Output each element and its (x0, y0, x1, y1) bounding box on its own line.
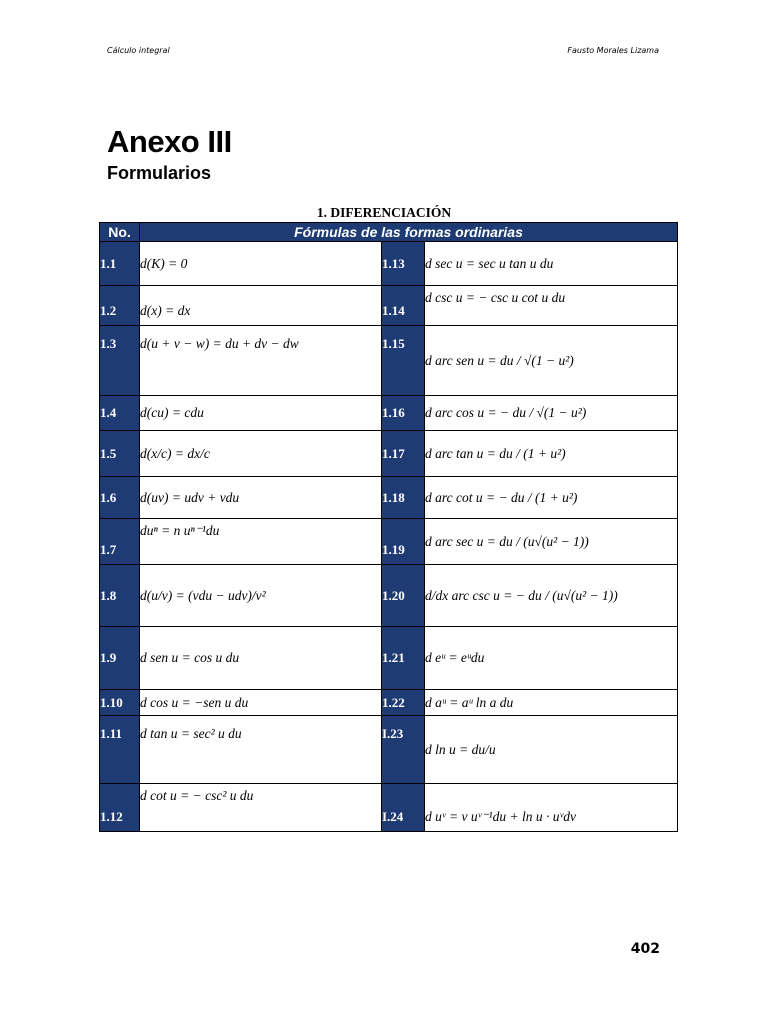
column-header-formulas: Fórmulas de las formas ordinarias (140, 223, 678, 242)
formula-cell (425, 431, 678, 477)
formula-text: d aᵘ = aᵘ ln a du (425, 694, 514, 710)
formula-text: d(x) = dx (140, 303, 191, 318)
formula-number: 1.15 (382, 326, 425, 396)
formula-text: d(cu) = cdu (140, 405, 204, 420)
formula-text: d sen u = cos u du (140, 650, 240, 665)
table-row (100, 326, 678, 396)
table-row (100, 396, 678, 431)
formula-cell (425, 477, 678, 519)
formula-cell (140, 627, 382, 690)
formula-number: 1.13 (382, 242, 425, 286)
formula-text: d csc u = − csc u cot u du (425, 290, 566, 305)
section-heading-text: 1. DIFERENCIACIÓN (316, 205, 452, 220)
formula-number: 1.2 (100, 286, 140, 326)
page-subtitle: Formularios (107, 163, 212, 183)
table-row (100, 286, 678, 326)
formula-number: 1.10 (100, 690, 140, 716)
formula-cell (425, 242, 678, 286)
formula-cell (140, 716, 382, 784)
formula-cell (140, 396, 382, 431)
formula-number: 1.22 (382, 690, 425, 716)
formula-number: 1.8 (100, 565, 140, 627)
formula-cell (140, 784, 382, 832)
table-row (100, 784, 678, 832)
table-row (100, 716, 678, 784)
formula-cell (425, 690, 678, 716)
formula-number: 1.17 (382, 431, 425, 477)
formula-number: 1.20 (382, 565, 425, 627)
table-row (100, 519, 678, 565)
formula-cell (425, 627, 678, 690)
page-title: Anexo III (107, 124, 232, 159)
formula-text: d tan u = sec² u du (140, 726, 242, 741)
formula-text: d uᵛ = v uᵛ⁻¹du + ln u · uᵛdv (425, 809, 576, 824)
table-row (100, 242, 678, 286)
formula-text: d(uv) = udv + vdu (140, 489, 240, 505)
formula-text: d(u/v) = (vdu − udv)/v² (140, 587, 266, 603)
formula-number: 1.19 (382, 519, 425, 565)
formula-cell (425, 565, 678, 627)
formula-number: 1.11 (100, 716, 140, 784)
formula-number: 1.16 (382, 396, 425, 431)
formula-text: duⁿ = n uⁿ⁻¹du (140, 523, 220, 538)
formula-cell (425, 326, 678, 396)
formula-number: 1.1 (100, 242, 140, 286)
page-number: 402 (630, 941, 660, 957)
formula-text: d(K) = 0 (140, 255, 188, 271)
formula-text: d cos u = −sen u du (140, 694, 249, 710)
section-heading (0, 205, 768, 221)
table-row (100, 690, 678, 716)
formula-text: d sec u = sec u tan u du (425, 255, 554, 271)
formula-number: 1.18 (382, 477, 425, 519)
table-header-row (100, 223, 678, 242)
formula-cell (140, 519, 382, 565)
table-row (100, 477, 678, 519)
running-header-right: Fausto Morales Lizama (567, 46, 659, 55)
formula-cell (140, 326, 382, 396)
formula-cell (425, 519, 678, 565)
table-row (100, 627, 678, 690)
formula-number: 1.3 (100, 326, 140, 396)
formula-text: d eᵘ = eᵘdu (425, 650, 485, 665)
formula-cell (140, 565, 382, 627)
formula-number: 1.4 (100, 396, 140, 431)
formula-text: d cot u = − csc² u du (140, 788, 254, 803)
running-header-left: Cálculo integral (107, 46, 170, 55)
formula-number: I.23 (382, 716, 425, 784)
formula-text: d(x/c) = dx/c (140, 445, 210, 461)
formula-cell (140, 690, 382, 716)
formula-text: d arc cos u = − du / √(1 − u²) (425, 405, 587, 420)
formula-cell (425, 784, 678, 832)
formula-text: d arc tan u = du / (1 + u²) (425, 445, 566, 461)
formula-number: 1.12 (100, 784, 140, 832)
table-row (100, 565, 678, 627)
formula-text: d(u + v − w) = du + dv − dw (140, 336, 299, 351)
formula-number: 1.5 (100, 431, 140, 477)
formula-number: 1.7 (100, 519, 140, 565)
table-row (100, 431, 678, 477)
formula-text: d arc sen u = du / √(1 − u²) (425, 352, 574, 368)
formula-number: 1.21 (382, 627, 425, 690)
formula-number: I.24 (382, 784, 425, 832)
formula-cell (425, 396, 678, 431)
formula-text: d arc sec u = du / (u√(u² − 1)) (425, 533, 589, 549)
formula-cell (140, 431, 382, 477)
formula-text: d arc cot u = − du / (1 + u²) (425, 489, 578, 505)
formula-cell (425, 716, 678, 784)
formula-number: 1.6 (100, 477, 140, 519)
formula-text: d ln u = du/u (425, 741, 496, 757)
formula-text: d/dx arc csc u = − du / (u√(u² − 1)) (425, 587, 618, 603)
formula-cell (425, 286, 678, 326)
formula-cell (140, 242, 382, 286)
formula-number: 1.9 (100, 627, 140, 690)
formula-cell (140, 286, 382, 326)
column-header-number: No. (100, 223, 140, 242)
formula-cell (140, 477, 382, 519)
formula-number: 1.14 (382, 286, 425, 326)
formula-table (99, 222, 678, 832)
